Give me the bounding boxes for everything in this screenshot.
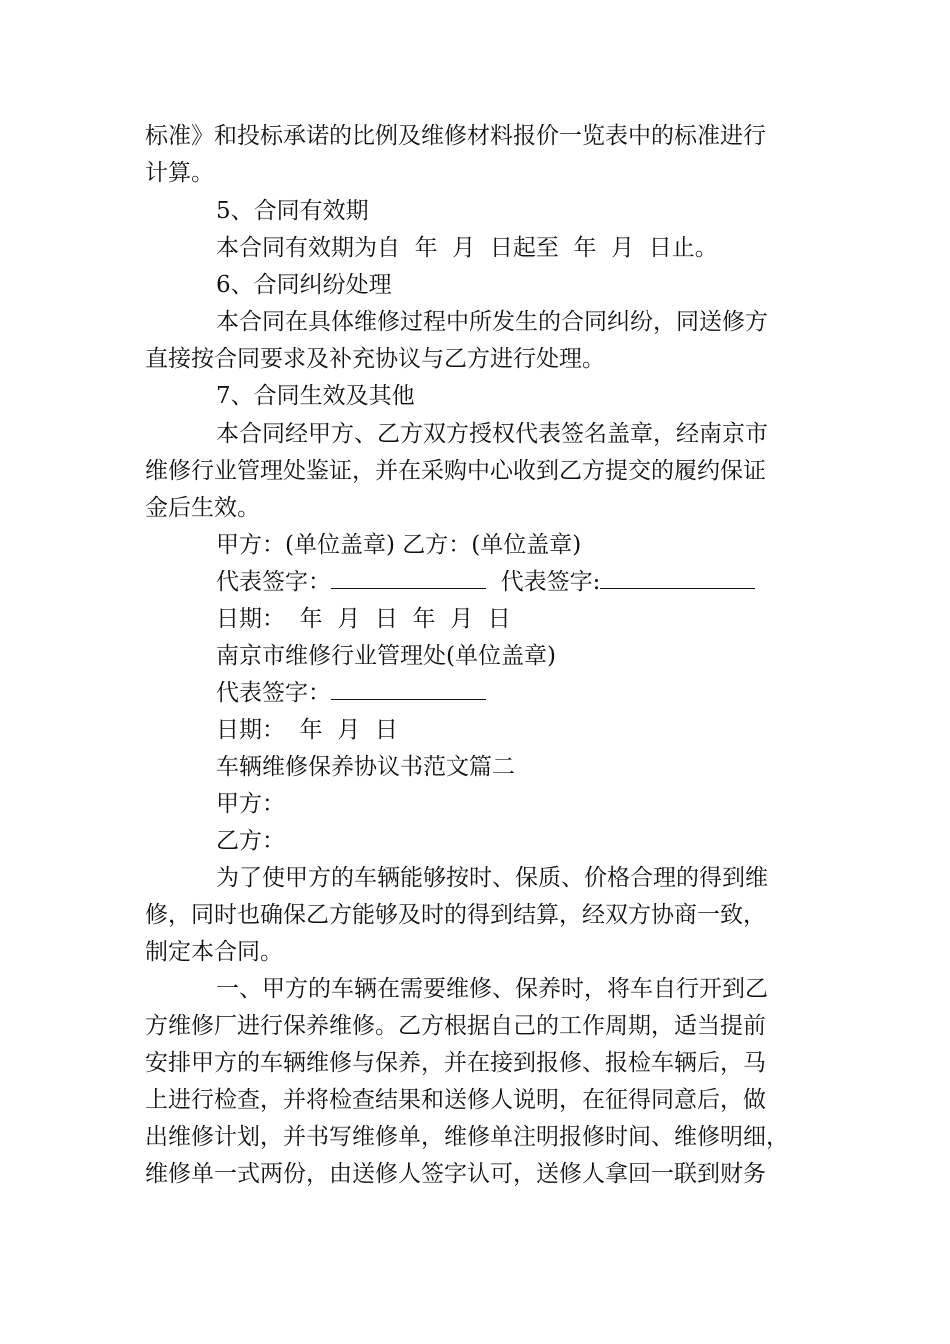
paragraph-line: 本合同在具体维修过程中所发生的合同纠纷，同送修方 — [216, 309, 768, 335]
signature-blank — [331, 679, 486, 700]
paragraph-line: 本合同有效期为自 年 月 日起至 年 月 日止。 — [216, 235, 718, 261]
date-line: 日期： 年 月 日 — [216, 717, 398, 743]
paragraph-line: 出维修计划，并书写维修单，维修单注明报修时间、维修明细， — [145, 1124, 789, 1150]
authority-line: 南京市维修行业管理处(单位盖章) — [216, 643, 556, 669]
paragraph-line: 金后生效。 — [145, 495, 260, 521]
party-a-line: 甲方： — [216, 791, 285, 817]
signature-label: 代表签字： — [216, 680, 331, 706]
paragraph-line: 上进行检查，并将检查结果和送修人说明，在征得同意后，做 — [145, 1087, 766, 1113]
paragraph-line: 标准》和投标承诺的比例及维修材料报价一览表中的标准进行 — [145, 123, 766, 149]
section-heading: 6、合同纠纷处理 — [216, 272, 392, 298]
paragraph-line: 修，同时也确保乙方能够及时的得到结算，经双方协商一致， — [145, 902, 766, 928]
section-heading: 7、合同生效及其他 — [216, 383, 415, 409]
signature-blank — [331, 568, 486, 589]
paragraph-line: 计算。 — [145, 160, 214, 186]
signature-row-1 — [216, 567, 755, 597]
paragraph-line: 一、甲方的车辆在需要维修、保养时，将车自行开到乙 — [216, 976, 768, 1002]
paragraph-line: 为了使甲方的车辆能够按时、保质、价格合理的得到维 — [216, 865, 768, 891]
date-line: 日期： 年 月 日 年 月 日 — [216, 606, 511, 632]
paragraph-line: 安排甲方的车辆维修与保养，并在接到报修、报检车辆后，马 — [145, 1050, 766, 1076]
party-b-line: 乙方： — [216, 828, 285, 854]
section-heading: 5、合同有效期 — [216, 198, 369, 224]
paragraph-line: 维修行业管理处鉴证，并在采购中心收到乙方提交的履约保证 — [145, 458, 766, 484]
paragraph-line: 本合同经甲方、乙方双方授权代表签名盖章，经南京市 — [216, 421, 768, 447]
signature-blank — [600, 568, 755, 589]
signature-label: 代表签字: — [500, 569, 601, 595]
signature-label: 代表签字： — [216, 569, 331, 595]
signature-parties: 甲方：(单位盖章) 乙方：(单位盖章) — [216, 532, 582, 558]
document-subtitle: 车辆维修保养协议书范文篇二 — [216, 754, 515, 780]
paragraph-line: 制定本合同。 — [145, 939, 283, 965]
paragraph-line: 维修单一式两份，由送修人签字认可，送修人拿回一联到财务 — [145, 1161, 766, 1187]
paragraph-line: 方维修厂进行保养维修。乙方根据自己的工作周期，适当提前 — [145, 1013, 766, 1039]
paragraph-line: 直接按合同要求及补充协议与乙方进行处理。 — [145, 346, 605, 372]
signature-row-2 — [216, 678, 486, 708]
